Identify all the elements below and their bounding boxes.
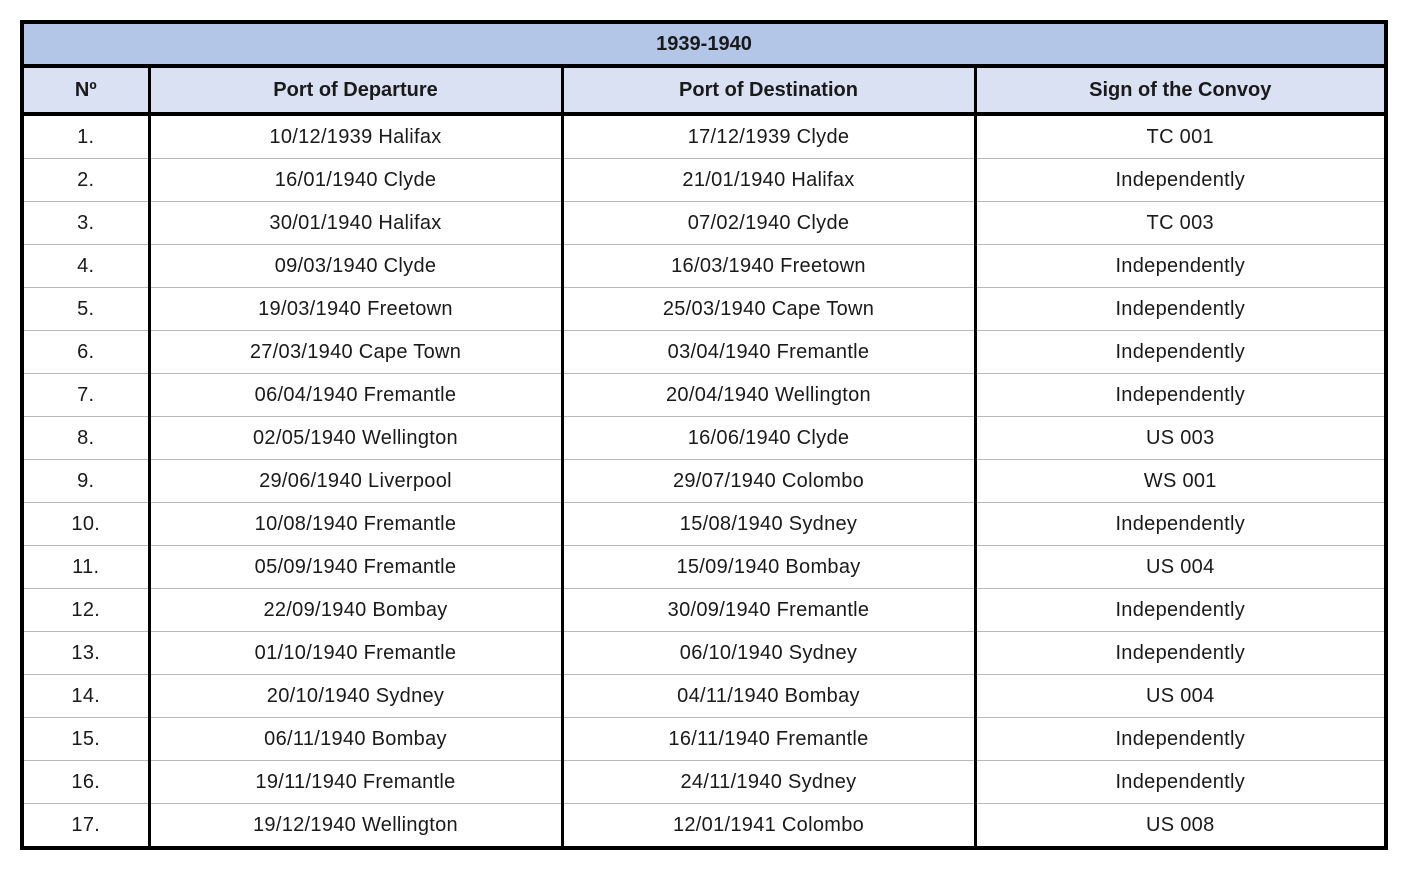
cell-convoy: Independently [975, 632, 1384, 675]
cell-departure: 05/09/1940 Fremantle [149, 546, 562, 589]
cell-departure: 09/03/1940 Clyde [149, 245, 562, 288]
cell-departure: 19/12/1940 Wellington [149, 804, 562, 847]
cell-number: 5. [24, 288, 149, 331]
cell-number: 17. [24, 804, 149, 847]
table-row [24, 761, 1384, 804]
cell-departure: 02/05/1940 Wellington [149, 417, 562, 460]
cell-destination: 17/12/1939 Clyde [562, 114, 975, 159]
header-convoy: Sign of the Convoy [975, 68, 1384, 114]
cell-number: 1. [77, 125, 95, 148]
table-row [24, 417, 1384, 460]
cell-number: 13. [24, 632, 149, 675]
cell-destination: 30/09/1940 Fremantle [562, 589, 975, 632]
cell-number: 9. [24, 460, 149, 503]
table-row [24, 331, 1384, 374]
table-title: 1939-1940 [24, 24, 1384, 68]
cell-departure: 19/11/1940 Fremantle [149, 761, 562, 804]
table-row [24, 374, 1384, 417]
table-body [24, 114, 1384, 846]
table-row [24, 718, 1384, 761]
cell-convoy: US 008 [975, 804, 1384, 847]
cell-destination: 21/01/1940 Halifax [562, 159, 975, 202]
cell-departure: 19/03/1940 Freetown [149, 288, 562, 331]
cell-convoy: WS 001 [975, 460, 1384, 503]
cell-departure: 30/01/1940 Halifax [149, 202, 562, 245]
header-row [24, 68, 1384, 114]
header-number: Nº [24, 68, 149, 114]
cell-convoy: TC 001 [975, 114, 1384, 159]
cell-convoy: Independently [975, 374, 1384, 417]
convoy-table [24, 68, 1384, 846]
cell-number: 16. [24, 761, 149, 804]
cell-number: 7. [24, 374, 149, 417]
table-row [24, 503, 1384, 546]
header-destination: Port of Destination [562, 68, 975, 114]
cell-destination: 16/03/1940 Freetown [562, 245, 975, 288]
cell-convoy: US 004 [975, 546, 1384, 589]
table-row [24, 675, 1384, 718]
cell-destination: 15/08/1940 Sydney [562, 503, 975, 546]
cell-departure: 29/06/1940 Liverpool [149, 460, 562, 503]
cell-convoy: Independently [975, 245, 1384, 288]
cell-destination: 25/03/1940 Cape Town [562, 288, 975, 331]
cell-departure: 20/10/1940 Sydney [149, 675, 562, 718]
cell-destination: 12/01/1941 Colombo [562, 804, 975, 847]
table-row [24, 159, 1384, 202]
cell-convoy: Independently [975, 331, 1384, 374]
cell-departure: 16/01/1940 Clyde [149, 159, 562, 202]
cell-destination: 04/11/1940 Bombay [562, 675, 975, 718]
cell-convoy: Independently [975, 503, 1384, 546]
cell-convoy: Independently [975, 761, 1384, 804]
cell-destination: 03/04/1940 Fremantle [562, 331, 975, 374]
cell-number: 6. [24, 331, 149, 374]
convoy-table-container [20, 20, 1388, 850]
table-row [24, 114, 1384, 159]
cell-departure: 06/04/1940 Fremantle [149, 374, 562, 417]
table-row [24, 804, 1384, 847]
cell-departure: 10/08/1940 Fremantle [149, 503, 562, 546]
cell-destination: 07/02/1940 Clyde [562, 202, 975, 245]
cell-number: 3. [24, 202, 149, 245]
cell-number: 4. [24, 245, 149, 288]
cell-number: 11. [24, 546, 149, 589]
cell-departure: 06/11/1940 Bombay [149, 718, 562, 761]
table-row [24, 546, 1384, 589]
table-row [24, 288, 1384, 331]
cell-destination: 20/04/1940 Wellington [562, 374, 975, 417]
cell-departure: 27/03/1940 Cape Town [149, 331, 562, 374]
cell-destination: 29/07/1940 Colombo [562, 460, 975, 503]
cell-number: 2. [24, 159, 149, 202]
header-departure: Port of Departure [149, 68, 562, 114]
cell-destination: 15/09/1940 Bombay [562, 546, 975, 589]
cell-convoy: Independently [975, 288, 1384, 331]
cell-convoy: Independently [975, 159, 1384, 202]
cell-departure: 22/09/1940 Bombay [149, 589, 562, 632]
cell-convoy: US 003 [975, 417, 1384, 460]
table-row [24, 589, 1384, 632]
cell-number: 12. [24, 589, 149, 632]
table-row [24, 460, 1384, 503]
cell-number: 15. [24, 718, 149, 761]
cell-departure: 01/10/1940 Fremantle [149, 632, 562, 675]
table-row [24, 202, 1384, 245]
cell-convoy: Independently [975, 718, 1384, 761]
cell-convoy: TC 003 [975, 202, 1384, 245]
table-row [24, 245, 1384, 288]
cell-number: 14. [24, 675, 149, 718]
cell-convoy: Independently [975, 589, 1384, 632]
cell-convoy: US 004 [975, 675, 1384, 718]
cell-destination: 16/11/1940 Fremantle [562, 718, 975, 761]
cell-destination: 06/10/1940 Sydney [562, 632, 975, 675]
cell-number: 8. [24, 417, 149, 460]
table-row [24, 632, 1384, 675]
cell-departure: 10/12/1939 Halifax [149, 114, 562, 159]
cell-number: 10. [24, 503, 149, 546]
cell-destination: 16/06/1940 Clyde [562, 417, 975, 460]
cell-destination: 24/11/1940 Sydney [562, 761, 975, 804]
